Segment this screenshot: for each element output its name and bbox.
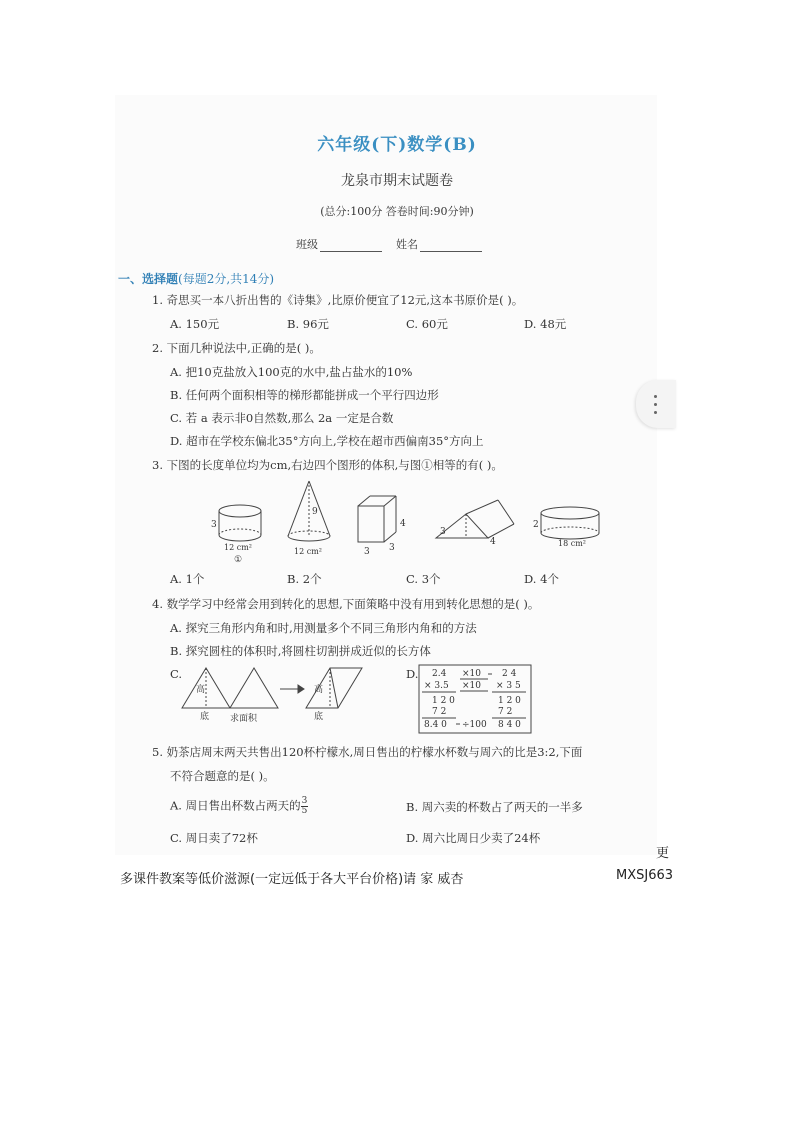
menu-dot-icon [654,411,657,414]
triangular-prism-figure [436,500,514,538]
q4-d-calc [418,664,532,734]
d-r2: × 3 5 [496,681,521,691]
menu-dot-icon [654,403,657,406]
d-l3: 1 2 0 [432,696,455,706]
q5-option-c: C. 周日卖了72杯 [170,831,258,845]
section-note: (每题2分,共14分) [178,272,275,286]
d-m1: ×10 [462,669,481,679]
question-5-cont: 不符合题意的是( )。 [170,769,275,783]
q4-option-b: B. 探究圆柱的体积时,将圆柱切割拼成近似的长方体 [170,644,431,658]
d-l5: 8.4 0 [424,720,447,730]
fraction-3-5 [301,797,309,816]
exam-title: 六年级(下)数学(B) [317,135,477,155]
name-field [396,236,482,252]
d-r4: 7 2 [498,707,513,717]
menu-dot-icon [654,395,657,398]
q3-option-c: C. 3个 [406,572,441,586]
c-gao-1: 高 [196,685,206,695]
question-3: 3. 下图的长度单位均为cm,右边四个图形的体积,与图①相等的有( )。 [152,458,503,472]
q3-option-b: B. 2个 [287,572,322,586]
tri-a: 3 [440,527,446,537]
q1-option-a: A. 150元 [170,317,220,331]
q2-option-c: C. 若 a 表示非0自然数,那么 2a 一定是合数 [170,411,394,425]
d-r1: 2 4 [502,669,517,679]
q2-option-d: D. 超市在学校东偏北35°方向上,学校在超市西偏南35°方向上 [170,434,484,448]
section-heading [118,270,274,287]
prism-figure [358,496,396,542]
question-4: 4. 数学学习中经常会用到转化的思想,下面策略中没有用到转化思想的是( )。 [152,597,540,611]
prism-height: 4 [400,519,406,529]
q1-option-c: C. 60元 [406,317,448,331]
prism-a: 3 [364,547,370,557]
q4-c-figure [180,662,380,724]
q3-option-a: A. 1个 [170,572,205,586]
q4-option-a: A. 探究三角形内角和时,用测量多个不同三角形内角和的方法 [170,621,477,635]
cyl1-base: 12 cm² [224,543,252,552]
c-di-2: 底 [314,712,324,722]
q4-option-d: D. [406,667,419,681]
q2-option-b: B. 任何两个面积相等的梯形都能拼成一个平行四边形 [170,388,439,402]
d-m3: ÷100 [462,720,487,730]
cylinder-2-figure [541,507,599,539]
exam-subtitle: 龙泉市期末试题卷 [341,173,453,189]
class-blank [320,239,382,252]
cone-height: 9 [312,507,318,517]
d-r5: 8 4 0 [498,720,521,730]
cone-figure [288,481,330,541]
q1-option-b: B. 96元 [287,317,329,331]
name-blank [420,239,482,252]
q1-option-d: D. 48元 [524,317,567,331]
cone-base: 12 cm² [294,547,322,556]
d-m2: ×10 [462,681,481,691]
footer-more: 更 [656,846,670,861]
fraction-numerator: 3 [301,796,308,806]
cylinder-1-figure [219,505,261,541]
q3-figures [200,478,620,568]
d-l1: 2.4 [432,669,447,679]
c-gao-2: 高 [314,685,324,695]
q3-option-d: D. 4个 [524,572,559,586]
section-title: 一、选择题 [118,272,179,286]
d-l2: × 3.5 [424,681,449,691]
q5-option-a [170,797,308,816]
q5-option-a-text: A. 周日售出杯数占两天的 [170,798,301,813]
cyl1-height: 3 [211,520,217,530]
c-di-1: 底 [200,712,210,722]
class-label: 班级 [296,238,318,251]
d-l4: 7 2 [432,707,447,717]
cyl2-height: 2 [533,520,539,530]
footer-line: 多课件教案等低价滋源(一定远低于各大平台价格)请 家 威杏 [120,872,464,887]
d-r3: 1 2 0 [498,696,521,706]
prism-b: 3 [389,543,395,553]
q5-option-d: D. 周六比周日少卖了24杯 [406,831,541,845]
score-time: (总分:100分 答卷时间:90分钟) [320,205,474,218]
class-field [296,236,382,252]
footer-code: MXSJ663 [616,868,674,883]
question-2: 2. 下面几种说法中,正确的是( )。 [152,341,321,355]
fraction-denominator: 5 [301,806,308,816]
q4-option-c: C. [170,667,183,681]
cyl2-base: 18 cm² [558,539,586,548]
tri-b: 4 [490,537,496,547]
q5-option-b: B. 周六卖的杯数占了两天的一半多 [406,800,583,814]
q2-option-a: A. 把10克盐放入100克的水中,盐占盐水的10% [170,365,413,379]
cyl1-mark: ① [234,555,243,565]
c-qiumianji: 求面积 [230,714,258,724]
question-1: 1. 奇思买一本八折出售的《诗集》,比原价便宜了12元,这本书原价是( )。 [152,293,524,307]
name-label: 姓名 [396,238,418,251]
question-5: 5. 奶茶店周末两天共售出120杯柠檬水,周日售出的柠檬水杯数与周六的比是3:2,下面 [152,745,583,759]
